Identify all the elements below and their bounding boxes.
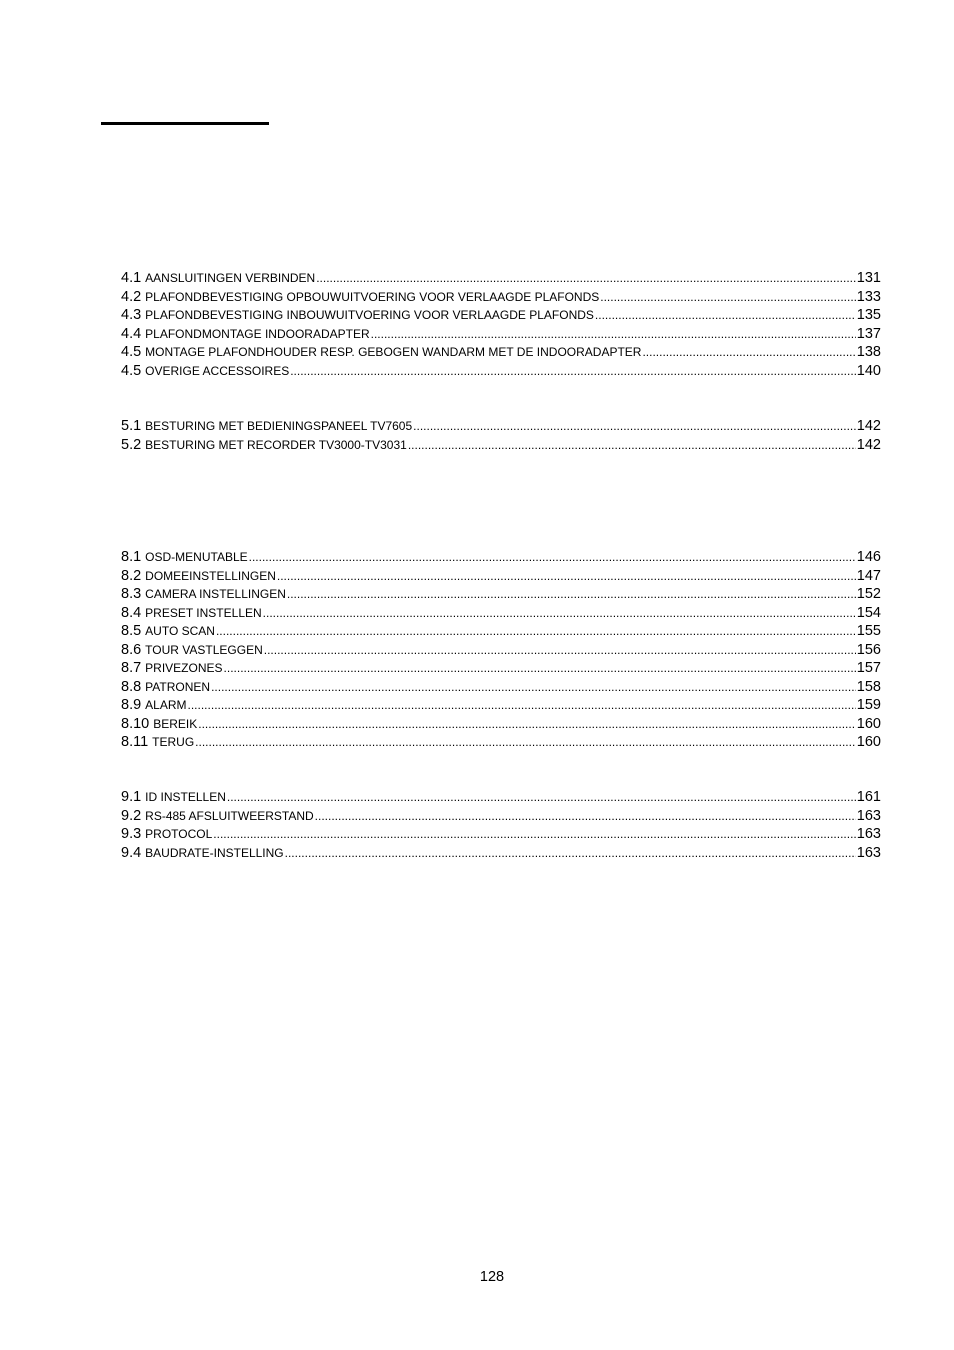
toc-entry-title: PROTOCOL	[145, 827, 213, 841]
toc-entry-number: 8.9	[121, 697, 142, 713]
toc-entry-page: 160	[856, 734, 881, 750]
toc-entry-page: 133	[856, 288, 881, 305]
toc-entry[interactable]	[121, 362, 881, 381]
toc-entry-page: 142	[856, 418, 881, 434]
toc-entry[interactable]	[121, 788, 881, 807]
toc-dot-leader	[315, 807, 856, 826]
toc-entry-title: PATRONEN	[145, 679, 211, 694]
toc-entry-title: AANSLUITINGEN VERBINDEN	[145, 271, 316, 285]
toc-entry-number: 8.5	[121, 623, 142, 639]
toc-entry[interactable]	[121, 844, 881, 863]
toc-dot-leader	[290, 362, 856, 381]
toc-entry-page: 154	[856, 604, 881, 621]
toc-entry-number: 9.4	[121, 844, 142, 861]
toc-entry-title: BAUDRATE-INSTELLING	[145, 845, 284, 860]
toc-entry[interactable]	[121, 807, 881, 826]
toc-entry-page: 146	[856, 549, 881, 565]
toc-entry-number: 9.1	[121, 789, 142, 805]
toc-entry-title: PLAFONDBEVESTIGING OPBOUWUITVOERING VOOR VERLAAGDE PLAFONDS	[145, 289, 600, 304]
page-number: 128	[479, 1269, 505, 1285]
toc-entry-title: BESTURING MET BEDIENINGSPANEEL TV7605	[145, 419, 413, 433]
toc-entry-title: CAMERA INSTELLINGEN	[145, 587, 286, 601]
toc-dot-leader	[195, 733, 856, 752]
toc-group-chapter-8	[121, 548, 881, 752]
toc-entry[interactable]	[121, 715, 881, 734]
toc-dot-leader	[316, 269, 856, 288]
toc-entry-number: 9.3	[121, 826, 142, 842]
toc-entry-title: BESTURING MET RECORDER TV3000-TV3031	[145, 437, 407, 452]
toc-entry-number: 4.5	[121, 344, 142, 360]
toc-entry-page: 137	[856, 325, 881, 342]
toc-dot-leader	[287, 585, 856, 604]
toc-entry-title: MONTAGE PLAFONDHOUDER RESP. GEBOGEN WANDARM MET DE INDOORADAPTER	[145, 345, 642, 359]
toc-entry[interactable]	[121, 269, 881, 288]
toc-dot-leader	[198, 715, 856, 734]
toc-dot-leader	[188, 696, 856, 715]
toc-entry-title: PRESET INSTELLEN	[145, 605, 262, 620]
toc-entry-page: 140	[856, 362, 881, 379]
toc-entry-number: 4.2	[121, 288, 142, 305]
toc-entry-number: 8.8	[121, 678, 142, 695]
toc-dot-leader	[216, 622, 856, 641]
heading-underline	[101, 122, 269, 125]
toc-entry-number: 4.1	[121, 270, 142, 286]
toc-entry[interactable]	[121, 548, 881, 567]
toc-dot-leader	[264, 641, 856, 660]
toc-entry-title: TOUR VASTLEGGEN	[145, 642, 263, 657]
toc-entry-page: 163	[856, 807, 881, 824]
toc-entry-title: OSD-MENUTABLE	[145, 550, 248, 564]
toc-entry-page: 155	[856, 623, 881, 639]
toc-entry-title: PRIVEZONES	[145, 661, 223, 675]
toc-entry[interactable]	[121, 436, 881, 455]
toc-dot-leader	[213, 825, 856, 844]
toc-entry-page: 157	[856, 660, 881, 676]
toc-entry-title: DOMEEINSTELLINGEN	[145, 568, 276, 583]
toc-entry-page: 163	[856, 826, 881, 842]
toc-dot-leader	[642, 343, 855, 362]
toc-entry-page: 158	[856, 678, 881, 695]
toc-entry[interactable]	[121, 622, 881, 641]
toc-dot-leader	[371, 325, 856, 344]
toc-entry-page: 161	[856, 789, 881, 805]
toc-group-chapter-5	[121, 417, 881, 454]
toc-dot-leader	[211, 678, 856, 697]
toc-entry[interactable]	[121, 417, 881, 436]
toc-entry[interactable]	[121, 678, 881, 697]
toc-entry[interactable]	[121, 733, 881, 752]
toc-entry[interactable]	[121, 567, 881, 586]
toc-entry[interactable]	[121, 696, 881, 715]
toc-entry-page: 163	[856, 844, 881, 861]
toc-entry-number: 4.5	[121, 362, 142, 379]
toc-entry-number: 8.7	[121, 660, 142, 676]
toc-entry-title: BEREIK	[153, 716, 198, 731]
toc-entry-title: PLAFONDMONTAGE INDOORADAPTER	[145, 326, 370, 341]
toc-entry-number: 8.3	[121, 586, 142, 602]
toc-entry-page: 159	[856, 697, 881, 713]
toc-entry-title: TERUG	[152, 735, 195, 749]
toc-entry[interactable]	[121, 825, 881, 844]
toc-entry-number: 8.4	[121, 604, 142, 621]
toc-dot-leader	[249, 548, 856, 567]
toc-dot-leader	[224, 659, 856, 678]
toc-dot-leader	[277, 567, 856, 586]
toc-entry[interactable]	[121, 325, 881, 344]
toc-entry-page: 152	[856, 586, 881, 602]
toc-entry-title: PLAFONDBEVESTIGING INBOUWUITVOERING VOOR VERLAAGDE PLAFONDS	[145, 308, 594, 322]
toc-entry-page: 142	[856, 436, 881, 453]
toc-entry-number: 8.10	[121, 715, 150, 732]
toc-dot-leader	[285, 844, 856, 863]
toc-entry[interactable]	[121, 604, 881, 623]
toc-entry[interactable]	[121, 585, 881, 604]
toc-entry-number: 8.11	[121, 734, 149, 750]
toc-entry-number: 8.1	[121, 549, 142, 565]
toc-dot-leader	[600, 288, 856, 307]
toc-entry-number: 9.2	[121, 807, 142, 824]
toc-entry-page: 138	[856, 344, 881, 360]
toc-entry-page: 147	[856, 567, 881, 584]
toc-entry-page: 156	[856, 641, 881, 658]
toc-entry-title: ID INSTELLEN	[145, 790, 226, 804]
toc-entry-page: 135	[856, 307, 881, 323]
toc-entry-title: AUTO SCAN	[145, 624, 215, 638]
toc-entry-title: ALARM	[145, 698, 187, 712]
toc-entry-number: 5.1	[121, 418, 142, 434]
toc-entry-number: 8.2	[121, 567, 142, 584]
toc-entry-number: 8.6	[121, 641, 142, 658]
toc-entry-title: RS-485 AFSLUITWEERSTAND	[145, 808, 314, 823]
toc-entry[interactable]	[121, 659, 881, 678]
toc-entry[interactable]	[121, 343, 881, 362]
toc-dot-leader	[263, 604, 856, 623]
toc-group-chapter-9	[121, 788, 881, 862]
toc-group-chapter-4	[121, 269, 881, 380]
toc-entry-number: 5.2	[121, 436, 142, 453]
toc-entry-title: OVERIGE ACCESSOIRES	[145, 363, 290, 378]
toc-entry-page: 160	[856, 715, 881, 732]
toc-entry-page: 131	[856, 270, 881, 286]
toc-dot-leader	[413, 417, 856, 436]
toc-entry-number: 4.3	[121, 307, 142, 323]
toc-dot-leader	[595, 306, 856, 325]
toc-entry[interactable]	[121, 306, 881, 325]
toc-dot-leader	[408, 436, 856, 455]
toc-entry-number: 4.4	[121, 325, 142, 342]
toc-entry[interactable]	[121, 288, 881, 307]
toc-entry[interactable]	[121, 641, 881, 660]
toc-dot-leader	[227, 788, 856, 807]
